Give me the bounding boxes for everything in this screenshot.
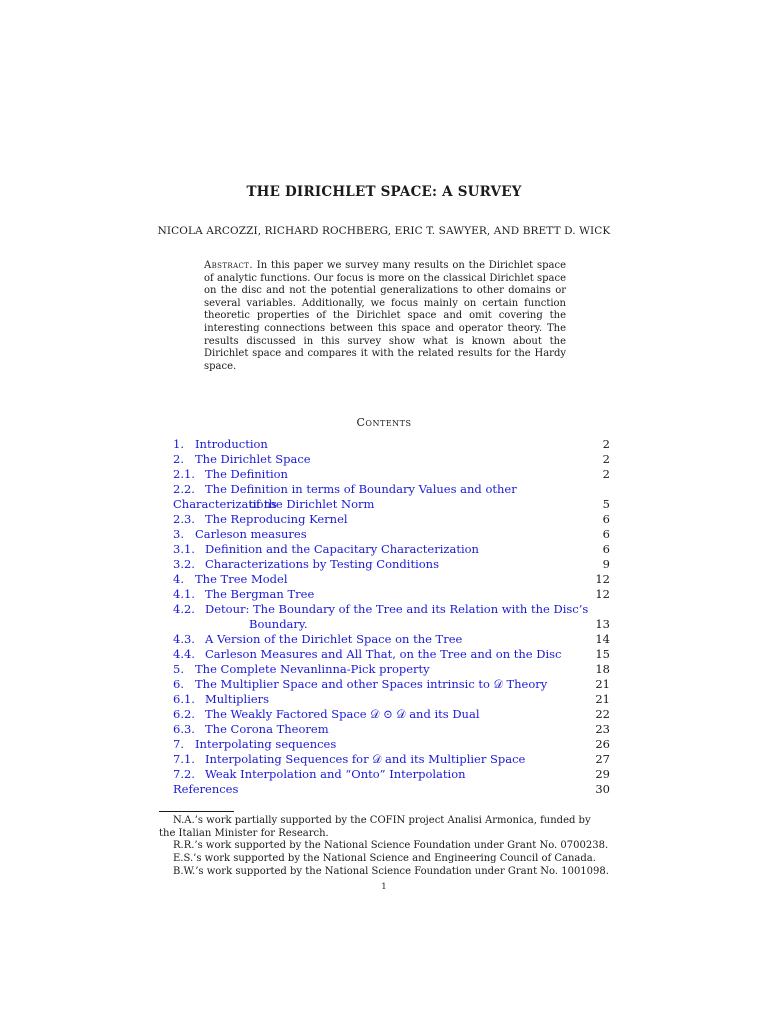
toc-link[interactable]: [173, 452, 311, 466]
toc-entry[interactable]: [173, 602, 610, 632]
toc-page-number: 30: [595, 782, 610, 796]
toc-entry-title: Carleson measures: [195, 527, 307, 541]
toc-link[interactable]: [173, 467, 288, 481]
toc-entry[interactable]: [173, 677, 610, 692]
toc-entry[interactable]: [173, 527, 610, 542]
toc-entry-number: 2.2.: [173, 482, 195, 496]
toc-page-number: 5: [602, 497, 610, 511]
toc-entry[interactable]: [173, 557, 610, 572]
toc-entry-title: Carleson Measures and All That, on the Tree and on the Disc: [205, 647, 562, 661]
toc-entry-title-continued[interactable]: Boundary.: [249, 617, 308, 631]
toc-entry-number: 6.: [173, 677, 184, 691]
toc-entry-number: 4.2.: [173, 602, 195, 616]
toc-entry[interactable]: [173, 437, 610, 452]
toc-page-number: 12: [595, 572, 610, 586]
toc-entry-number: 4.4.: [173, 647, 195, 661]
toc-entry-number: 2.: [173, 452, 184, 466]
toc-entry-title: References: [173, 782, 239, 796]
toc-entry-number: 3.2.: [173, 557, 195, 571]
toc-link[interactable]: [173, 632, 462, 646]
toc-entry-title: Multipliers: [205, 692, 270, 706]
paper-title: THE DIRICHLET SPACE: A SURVEY: [246, 184, 522, 200]
toc-page-number: 15: [595, 647, 610, 661]
toc-link[interactable]: [173, 752, 525, 766]
toc-link[interactable]: [173, 557, 439, 571]
abstract-label: Abstract.: [204, 260, 253, 271]
toc-entry-number: 4.1.: [173, 587, 195, 601]
toc-entry[interactable]: [173, 782, 610, 797]
footnote: R.R.’s work supported by the National Science Foundation under Grant No. 0700238.: [173, 840, 609, 852]
toc-page-number: 13: [595, 617, 610, 631]
toc-link[interactable]: [173, 647, 562, 661]
toc-link[interactable]: [173, 737, 336, 751]
toc-entry-title: Interpolating sequences: [195, 737, 337, 751]
toc-entry-number: 4.: [173, 572, 184, 586]
toc-entry[interactable]: [173, 707, 610, 722]
toc-entry-number: 6.1.: [173, 692, 195, 706]
toc-entry-number: 7.2.: [173, 767, 195, 781]
toc-page-number: 21: [595, 692, 610, 706]
toc-entry[interactable]: [173, 572, 610, 587]
toc-entry[interactable]: [173, 692, 610, 707]
toc-entry-number: 4.3.: [173, 632, 195, 646]
toc-entry[interactable]: [173, 647, 610, 662]
toc-entry[interactable]: [173, 767, 610, 782]
contents-heading: Contents: [356, 416, 412, 429]
toc-page-number: 6: [602, 542, 610, 556]
toc-entry-number: 1.: [173, 437, 184, 451]
toc-entry[interactable]: [173, 587, 610, 602]
toc-entry-number: 7.1.: [173, 752, 195, 766]
toc-page-number: 21: [595, 677, 610, 691]
footnote: N.A.’s work partially supported by the COFIN project Analisi Armonica, funded by the Italian Minister for Research.: [159, 815, 591, 839]
toc-link[interactable]: [173, 587, 314, 601]
toc-entry[interactable]: [173, 752, 610, 767]
toc-entry-number: 3.1.: [173, 542, 195, 556]
footnotes: [159, 815, 609, 879]
toc-page-number: 6: [602, 527, 610, 541]
toc-entry[interactable]: [173, 467, 610, 482]
toc-page-number: 2: [602, 452, 610, 466]
toc-entry-title: Introduction: [195, 437, 268, 451]
toc-entry-title: The Multiplier Space and other Spaces intrinsic to 𝒟 Theory: [195, 677, 548, 691]
author-list: NICOLA ARCOZZI, RICHARD ROCHBERG, ERIC T. SAWYER, AND BRETT D. WICK: [157, 225, 611, 237]
toc-entry-title: The Weakly Factored Space 𝒟 ⊙ 𝒟 and its Dual: [205, 707, 480, 721]
table-of-contents: [173, 437, 610, 797]
toc-link[interactable]: [173, 692, 269, 706]
toc-link[interactable]: [173, 707, 480, 721]
toc-entry-title: Characterizations by Testing Conditions: [205, 557, 439, 571]
toc-page-number: 18: [595, 662, 610, 676]
toc-entry-title: Weak Interpolation and “Onto” Interpolation: [205, 767, 466, 781]
toc-link[interactable]: [173, 512, 348, 526]
toc-entry-number: 6.3.: [173, 722, 195, 736]
toc-entry-title: The Definition in terms of Boundary Values and other Characterizations: [173, 482, 517, 511]
toc-page-number: 22: [595, 707, 610, 721]
toc-entry[interactable]: [173, 452, 610, 467]
toc-entry[interactable]: [173, 482, 610, 512]
toc-entry-title: A Version of the Dirichlet Space on the Tree: [205, 632, 463, 646]
toc-link[interactable]: [173, 662, 430, 676]
toc-entry-title: The Definition: [205, 467, 288, 481]
toc-link[interactable]: [173, 542, 479, 556]
toc-entry-title: Interpolating Sequences for 𝒟 and its Multiplier Space: [205, 752, 526, 766]
footnote: B.W.’s work supported by the National Science Foundation under Grant No. 1001098.: [173, 865, 609, 877]
toc-link[interactable]: [173, 437, 268, 451]
toc-page-number: 9: [602, 557, 610, 571]
toc-page-number: 29: [595, 767, 610, 781]
toc-link[interactable]: [173, 572, 288, 586]
toc-entry-title: Detour: The Boundary of the Tree and its Relation with the Disc’s: [205, 602, 589, 616]
toc-page-number: 2: [602, 437, 610, 451]
toc-link[interactable]: [173, 602, 588, 616]
abstract-text: In this paper we survey many results on the Dirichlet space of analytic functions. Our focus is more on the classical Dirichlet space on the disc and not the potential generalizations to other domains or several variables. Additionally, we focus mainly on certain function theoretic properties of the Dirichlet space and omit covering the interesting connections between this space and operator theory. The results discussed in this survey show what is known about the Dirichlet space and compares it with the related results for the Hardy space.: [204, 260, 566, 372]
toc-page-number: 12: [595, 587, 610, 601]
toc-page-number: 23: [595, 722, 610, 736]
toc-link[interactable]: [173, 677, 547, 691]
toc-entry-title: The Complete Nevanlinna-Pick property: [195, 662, 430, 676]
toc-entry-number: 2.1.: [173, 467, 195, 481]
page-number: 1: [381, 882, 387, 892]
footnote: E.S.’s work supported by the National Science and Engineering Council of Canada.: [173, 853, 596, 865]
toc-link[interactable]: [173, 722, 329, 736]
toc-entry[interactable]: [173, 542, 610, 557]
toc-entry[interactable]: [173, 662, 610, 677]
toc-entry-number: 6.2.: [173, 707, 195, 721]
toc-entry-title: Definition and the Capacitary Characterization: [205, 542, 479, 556]
footnote-divider: [159, 811, 234, 812]
toc-entry[interactable]: [173, 737, 610, 752]
toc-entry[interactable]: [173, 512, 610, 527]
toc-page-number: 6: [602, 512, 610, 526]
toc-link[interactable]: [173, 782, 238, 796]
toc-entry-number: 2.3.: [173, 512, 195, 526]
toc-entry-title: The Reproducing Kernel: [205, 512, 348, 526]
toc-page-number: 2: [602, 467, 610, 481]
toc-link[interactable]: [173, 527, 307, 541]
toc-entry-title: The Tree Model: [195, 572, 288, 586]
toc-entry-title-continued[interactable]: of the Dirichlet Norm: [249, 497, 375, 511]
toc-entry-title: The Dirichlet Space: [195, 452, 311, 466]
toc-page-number: 27: [595, 752, 610, 766]
toc-entry-number: 7.: [173, 737, 184, 751]
toc-page-number: 14: [595, 632, 610, 646]
toc-entry-number: 3.: [173, 527, 184, 541]
toc-page-number: 26: [595, 737, 610, 751]
toc-entry[interactable]: [173, 722, 610, 737]
toc-entry-title: The Corona Theorem: [205, 722, 329, 736]
toc-entry-number: 5.: [173, 662, 184, 676]
toc-entry[interactable]: [173, 632, 610, 647]
toc-link[interactable]: [173, 767, 466, 781]
abstract: [204, 260, 566, 373]
toc-entry-title: The Bergman Tree: [205, 587, 315, 601]
